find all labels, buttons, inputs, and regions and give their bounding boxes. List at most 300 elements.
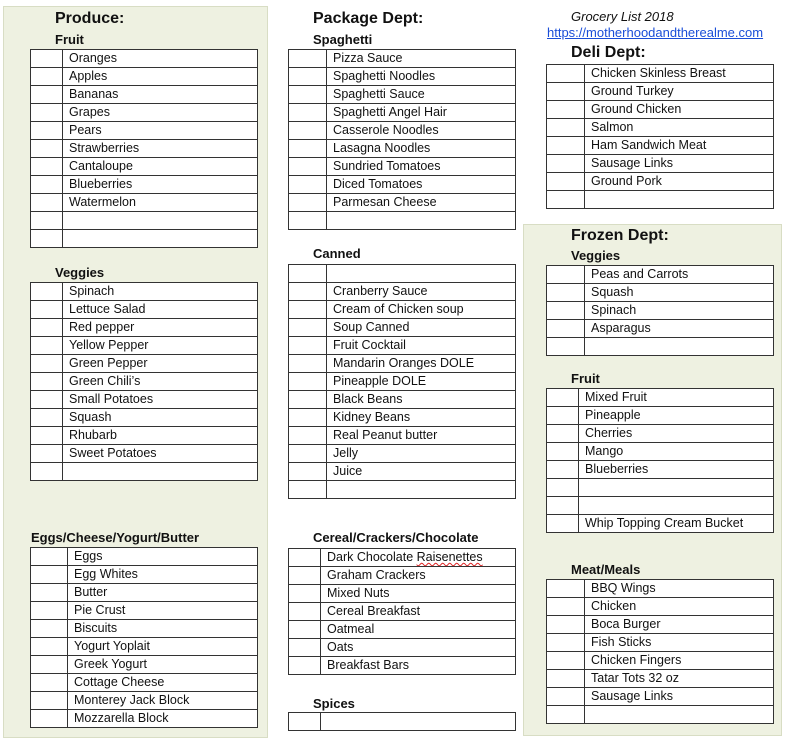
item-text: Chicken Fingers bbox=[585, 652, 774, 670]
check-cell[interactable] bbox=[289, 481, 327, 499]
item-text: Graham Crackers bbox=[321, 567, 516, 585]
list-row bbox=[547, 616, 774, 634]
check-cell[interactable] bbox=[547, 302, 585, 320]
list-row bbox=[289, 50, 516, 68]
deli-heading: Deli Dept: bbox=[571, 44, 646, 61]
list-row bbox=[547, 670, 774, 688]
list-row bbox=[547, 706, 774, 724]
list-row bbox=[289, 409, 516, 427]
list-row bbox=[547, 137, 774, 155]
check-cell[interactable] bbox=[31, 337, 63, 355]
check-cell[interactable] bbox=[31, 50, 63, 68]
item-text: Sundried Tomatoes bbox=[327, 158, 516, 176]
check-cell[interactable] bbox=[547, 497, 579, 515]
check-cell[interactable] bbox=[31, 692, 68, 710]
item-text: BBQ Wings bbox=[585, 580, 774, 598]
list-row bbox=[31, 230, 258, 248]
list-row bbox=[31, 158, 258, 176]
check-cell[interactable] bbox=[547, 338, 585, 356]
check-cell[interactable] bbox=[31, 638, 68, 656]
item-text bbox=[327, 481, 516, 499]
list-row bbox=[31, 50, 258, 68]
item-text: Tatar Tots 32 oz bbox=[585, 670, 774, 688]
list-row bbox=[547, 479, 774, 497]
list-row bbox=[289, 265, 516, 283]
check-cell[interactable] bbox=[289, 301, 327, 319]
item-text bbox=[63, 463, 258, 481]
check-cell[interactable] bbox=[289, 68, 327, 86]
list-row bbox=[289, 68, 516, 86]
spaghetti-label: Spaghetti bbox=[313, 32, 373, 47]
list-row bbox=[547, 320, 774, 338]
check-cell[interactable] bbox=[31, 122, 63, 140]
check-cell[interactable] bbox=[31, 620, 68, 638]
list-row bbox=[31, 104, 258, 122]
item-text: Squash bbox=[585, 284, 774, 302]
check-cell[interactable] bbox=[289, 176, 327, 194]
list-row bbox=[31, 638, 258, 656]
list-row bbox=[289, 549, 516, 567]
item-text: Yellow Pepper bbox=[63, 337, 258, 355]
list-row bbox=[31, 319, 258, 337]
check-cell[interactable] bbox=[31, 548, 68, 566]
check-cell[interactable] bbox=[547, 320, 585, 338]
item-text: Pears bbox=[63, 122, 258, 140]
item-text: Spaghetti Noodles bbox=[327, 68, 516, 86]
list-row bbox=[289, 427, 516, 445]
item-text: Small Potatoes bbox=[63, 391, 258, 409]
item-text: Apples bbox=[63, 68, 258, 86]
item-text: Cherries bbox=[579, 425, 774, 443]
frozen-heading: Frozen Dept: bbox=[571, 227, 669, 244]
list-row bbox=[547, 389, 774, 407]
item-text: Whip Topping Cream Bucket bbox=[579, 515, 774, 533]
item-text: Biscuits bbox=[68, 620, 258, 638]
list-row bbox=[289, 283, 516, 301]
list-row bbox=[31, 674, 258, 692]
item-text: Mixed Nuts bbox=[321, 585, 516, 603]
check-cell[interactable] bbox=[31, 674, 68, 692]
item-text bbox=[585, 338, 774, 356]
item-text: Spaghetti Sauce bbox=[327, 86, 516, 104]
package-spices-table bbox=[288, 712, 516, 731]
check-cell[interactable] bbox=[547, 83, 585, 101]
check-cell[interactable] bbox=[31, 584, 68, 602]
item-text: Sweet Potatoes bbox=[63, 445, 258, 463]
package-spaghetti-table bbox=[288, 49, 516, 230]
item-text: Pie Crust bbox=[68, 602, 258, 620]
check-cell[interactable] bbox=[31, 427, 63, 445]
cereal-label: Cereal/Crackers/Chocolate bbox=[313, 530, 479, 545]
item-text: Spaghetti Angel Hair bbox=[327, 104, 516, 122]
list-row bbox=[547, 634, 774, 652]
fruit-label: Fruit bbox=[55, 32, 84, 47]
produce-dairy-table bbox=[30, 547, 258, 728]
check-cell[interactable] bbox=[547, 101, 585, 119]
list-title: Grocery List 2018 bbox=[571, 9, 674, 24]
list-row bbox=[289, 639, 516, 657]
list-row bbox=[31, 602, 258, 620]
check-cell[interactable] bbox=[547, 670, 585, 688]
list-row bbox=[547, 580, 774, 598]
item-text: Kidney Beans bbox=[327, 409, 516, 427]
item-text: Green Pepper bbox=[63, 355, 258, 373]
check-cell[interactable] bbox=[31, 283, 63, 301]
check-cell[interactable] bbox=[547, 598, 585, 616]
item-text: Green Chili’s bbox=[63, 373, 258, 391]
list-row bbox=[289, 463, 516, 481]
check-cell[interactable] bbox=[289, 445, 327, 463]
list-row bbox=[31, 194, 258, 212]
check-cell[interactable] bbox=[547, 389, 579, 407]
list-row bbox=[31, 122, 258, 140]
item-text: Bananas bbox=[63, 86, 258, 104]
list-row bbox=[289, 391, 516, 409]
item-text: Cantaloupe bbox=[63, 158, 258, 176]
check-cell[interactable] bbox=[289, 194, 327, 212]
check-cell[interactable] bbox=[289, 463, 327, 481]
check-cell[interactable] bbox=[289, 373, 327, 391]
check-cell[interactable] bbox=[547, 443, 579, 461]
list-row bbox=[31, 176, 258, 194]
item-text: Sausage Links bbox=[585, 688, 774, 706]
list-row bbox=[547, 173, 774, 191]
check-cell[interactable] bbox=[289, 713, 321, 731]
item-text: Juice bbox=[327, 463, 516, 481]
item-text: Lasagna Noodles bbox=[327, 140, 516, 158]
check-cell[interactable] bbox=[289, 657, 321, 675]
list-row bbox=[289, 585, 516, 603]
check-cell[interactable] bbox=[547, 407, 579, 425]
list-row bbox=[289, 567, 516, 585]
list-row bbox=[289, 373, 516, 391]
item-text: Mozzarella Block bbox=[68, 710, 258, 728]
frozen-veggies-label: Veggies bbox=[571, 248, 621, 263]
check-cell[interactable] bbox=[31, 463, 63, 481]
check-cell[interactable] bbox=[31, 656, 68, 674]
item-text: Diced Tomatoes bbox=[327, 176, 516, 194]
item-text: Boca Burger bbox=[585, 616, 774, 634]
check-cell[interactable] bbox=[31, 194, 63, 212]
item-text: Soup Canned bbox=[327, 319, 516, 337]
check-cell[interactable] bbox=[547, 119, 585, 137]
check-cell[interactable] bbox=[289, 265, 327, 283]
list-row bbox=[31, 86, 258, 104]
check-cell[interactable] bbox=[289, 104, 327, 122]
list-row bbox=[547, 407, 774, 425]
item-text: Yogurt Yoplait bbox=[68, 638, 258, 656]
item-text bbox=[579, 497, 774, 515]
item-text: Lettuce Salad bbox=[63, 301, 258, 319]
item-text: Fish Sticks bbox=[585, 634, 774, 652]
check-cell[interactable] bbox=[289, 621, 321, 639]
list-row bbox=[31, 692, 258, 710]
check-cell[interactable] bbox=[289, 50, 327, 68]
list-row bbox=[289, 355, 516, 373]
list-row bbox=[547, 338, 774, 356]
frozen-meat-table bbox=[546, 579, 774, 724]
check-cell[interactable] bbox=[547, 425, 579, 443]
dairy-label: Eggs/Cheese/Yogurt/Butter bbox=[31, 530, 200, 545]
item-text: Cereal Breakfast bbox=[321, 603, 516, 621]
item-text: Rhubarb bbox=[63, 427, 258, 445]
check-cell[interactable] bbox=[31, 230, 63, 248]
item-text: Salmon bbox=[585, 119, 774, 137]
check-cell[interactable] bbox=[547, 284, 585, 302]
list-row bbox=[547, 119, 774, 137]
check-cell[interactable] bbox=[547, 515, 579, 533]
list-row bbox=[289, 621, 516, 639]
list-row bbox=[289, 319, 516, 337]
check-cell[interactable] bbox=[289, 639, 321, 657]
list-row bbox=[547, 497, 774, 515]
check-cell[interactable] bbox=[289, 391, 327, 409]
list-row bbox=[289, 104, 516, 122]
item-text: Parmesan Cheese bbox=[327, 194, 516, 212]
check-cell[interactable] bbox=[547, 652, 585, 670]
list-row bbox=[547, 266, 774, 284]
check-cell[interactable] bbox=[547, 173, 585, 191]
item-text: Spinach bbox=[63, 283, 258, 301]
item-text: Squash bbox=[63, 409, 258, 427]
list-row bbox=[31, 427, 258, 445]
frozen-veggies-table bbox=[546, 265, 774, 356]
check-cell[interactable] bbox=[289, 86, 327, 104]
check-cell[interactable] bbox=[289, 319, 327, 337]
list-row bbox=[31, 584, 258, 602]
check-cell[interactable] bbox=[289, 603, 321, 621]
item-text bbox=[327, 265, 516, 283]
list-row bbox=[289, 158, 516, 176]
list-row bbox=[289, 122, 516, 140]
list-row bbox=[289, 337, 516, 355]
check-cell[interactable] bbox=[31, 319, 63, 337]
check-cell[interactable] bbox=[31, 602, 68, 620]
item-text bbox=[63, 212, 258, 230]
check-cell[interactable] bbox=[289, 355, 327, 373]
item-text: Strawberries bbox=[63, 140, 258, 158]
check-cell[interactable] bbox=[289, 158, 327, 176]
item-text bbox=[321, 713, 516, 731]
frozen-fruit-table bbox=[546, 388, 774, 533]
check-cell[interactable] bbox=[547, 461, 579, 479]
list-row bbox=[289, 86, 516, 104]
produce-veggies-table bbox=[30, 282, 258, 481]
check-cell[interactable] bbox=[31, 104, 63, 122]
package-canned-table bbox=[288, 264, 516, 499]
list-row bbox=[31, 337, 258, 355]
check-cell[interactable] bbox=[31, 710, 68, 728]
item-text: Peas and Carrots bbox=[585, 266, 774, 284]
list-row bbox=[31, 391, 258, 409]
item-text: Breakfast Bars bbox=[321, 657, 516, 675]
item-text: Red pepper bbox=[63, 319, 258, 337]
item-text: Dark Chocolate Raisenettes bbox=[321, 549, 516, 567]
check-cell[interactable] bbox=[547, 266, 585, 284]
list-row bbox=[289, 713, 516, 731]
check-cell[interactable] bbox=[289, 585, 321, 603]
frozen-fruit-label: Fruit bbox=[571, 371, 600, 386]
check-cell[interactable] bbox=[31, 158, 63, 176]
package-cereal-table bbox=[288, 548, 516, 675]
check-cell[interactable] bbox=[31, 212, 63, 230]
item-text: Chicken bbox=[585, 598, 774, 616]
item-text: Asparagus bbox=[585, 320, 774, 338]
check-cell[interactable] bbox=[31, 373, 63, 391]
list-row bbox=[289, 481, 516, 499]
check-cell[interactable] bbox=[31, 409, 63, 427]
check-cell[interactable] bbox=[31, 301, 63, 319]
list-row bbox=[547, 598, 774, 616]
check-cell[interactable] bbox=[547, 580, 585, 598]
item-text: Butter bbox=[68, 584, 258, 602]
item-text: Pineapple bbox=[579, 407, 774, 425]
produce-fruit-table bbox=[30, 49, 258, 248]
item-text: Cottage Cheese bbox=[68, 674, 258, 692]
check-cell[interactable] bbox=[547, 191, 585, 209]
list-row bbox=[31, 140, 258, 158]
item-text: Ground Turkey bbox=[585, 83, 774, 101]
list-row bbox=[547, 443, 774, 461]
item-text bbox=[63, 230, 258, 248]
check-cell[interactable] bbox=[289, 122, 327, 140]
package-heading: Package Dept: bbox=[313, 10, 424, 27]
item-text: Fruit Cocktail bbox=[327, 337, 516, 355]
item-text: Ham Sandwich Meat bbox=[585, 137, 774, 155]
check-cell[interactable] bbox=[31, 391, 63, 409]
list-row bbox=[31, 283, 258, 301]
item-text: Blueberries bbox=[579, 461, 774, 479]
list-row bbox=[289, 194, 516, 212]
website-link[interactable]: https://motherhoodandtherealme.com bbox=[547, 25, 764, 40]
check-cell[interactable] bbox=[289, 212, 327, 230]
list-row bbox=[31, 710, 258, 728]
list-row bbox=[31, 548, 258, 566]
check-cell[interactable] bbox=[289, 567, 321, 585]
list-row bbox=[289, 657, 516, 675]
item-text: Sausage Links bbox=[585, 155, 774, 173]
list-row bbox=[547, 425, 774, 443]
item-text: Oatmeal bbox=[321, 621, 516, 639]
check-cell[interactable] bbox=[31, 86, 63, 104]
list-row bbox=[31, 373, 258, 391]
check-cell[interactable] bbox=[289, 283, 327, 301]
list-row bbox=[31, 566, 258, 584]
check-cell[interactable] bbox=[547, 479, 579, 497]
item-text: Oats bbox=[321, 639, 516, 657]
list-row bbox=[547, 65, 774, 83]
list-row bbox=[289, 140, 516, 158]
item-text: Eggs bbox=[68, 548, 258, 566]
check-cell[interactable] bbox=[31, 140, 63, 158]
list-row bbox=[31, 656, 258, 674]
deli-table bbox=[546, 64, 774, 209]
check-cell[interactable] bbox=[289, 549, 321, 567]
produce-heading: Produce: bbox=[55, 10, 125, 27]
list-row bbox=[547, 302, 774, 320]
veggies-label: Veggies bbox=[55, 265, 105, 280]
list-row bbox=[31, 68, 258, 86]
item-text: Pizza Sauce bbox=[327, 50, 516, 68]
check-cell[interactable] bbox=[547, 688, 585, 706]
canned-label: Canned bbox=[313, 246, 361, 261]
check-cell[interactable] bbox=[547, 634, 585, 652]
item-text: Mixed Fruit bbox=[579, 389, 774, 407]
check-cell[interactable] bbox=[289, 427, 327, 445]
check-cell[interactable] bbox=[289, 409, 327, 427]
list-row bbox=[547, 688, 774, 706]
list-row bbox=[547, 83, 774, 101]
list-row bbox=[31, 620, 258, 638]
item-text: Pineapple DOLE bbox=[327, 373, 516, 391]
list-row bbox=[31, 445, 258, 463]
item-text: Cranberry Sauce bbox=[327, 283, 516, 301]
item-text: Mango bbox=[579, 443, 774, 461]
item-text: Monterey Jack Block bbox=[68, 692, 258, 710]
check-cell[interactable] bbox=[547, 155, 585, 173]
item-text: Ground Pork bbox=[585, 173, 774, 191]
item-text: Grapes bbox=[63, 104, 258, 122]
list-row bbox=[547, 515, 774, 533]
meat-label: Meat/Meals bbox=[571, 562, 641, 577]
list-row bbox=[547, 652, 774, 670]
list-row bbox=[547, 101, 774, 119]
item-text: Casserole Noodles bbox=[327, 122, 516, 140]
list-row bbox=[547, 284, 774, 302]
item-text bbox=[327, 212, 516, 230]
check-cell[interactable] bbox=[31, 68, 63, 86]
item-text: Greek Yogurt bbox=[68, 656, 258, 674]
spices-label: Spices bbox=[313, 696, 355, 711]
check-cell[interactable] bbox=[289, 140, 327, 158]
check-cell[interactable] bbox=[547, 706, 585, 724]
list-row bbox=[31, 355, 258, 373]
list-row bbox=[31, 409, 258, 427]
list-row bbox=[547, 155, 774, 173]
list-row bbox=[289, 603, 516, 621]
item-text: Egg Whites bbox=[68, 566, 258, 584]
item-text: Watermelon bbox=[63, 194, 258, 212]
check-cell[interactable] bbox=[31, 355, 63, 373]
item-text: Real Peanut butter bbox=[327, 427, 516, 445]
item-text: Blueberries bbox=[63, 176, 258, 194]
list-row bbox=[547, 191, 774, 209]
check-cell[interactable] bbox=[547, 616, 585, 634]
item-text: Jelly bbox=[327, 445, 516, 463]
item-text: Oranges bbox=[63, 50, 258, 68]
item-text bbox=[585, 706, 774, 724]
list-row bbox=[547, 461, 774, 479]
item-text: Cream of Chicken soup bbox=[327, 301, 516, 319]
list-row bbox=[31, 212, 258, 230]
item-text: Mandarin Oranges DOLE bbox=[327, 355, 516, 373]
check-cell[interactable] bbox=[31, 176, 63, 194]
list-row bbox=[31, 463, 258, 481]
list-row bbox=[289, 212, 516, 230]
item-text: Black Beans bbox=[327, 391, 516, 409]
item-text: Chicken Skinless Breast bbox=[585, 65, 774, 83]
check-cell[interactable] bbox=[547, 65, 585, 83]
check-cell[interactable] bbox=[31, 445, 63, 463]
item-text bbox=[585, 191, 774, 209]
item-text: Spinach bbox=[585, 302, 774, 320]
check-cell[interactable] bbox=[547, 137, 585, 155]
list-row bbox=[31, 301, 258, 319]
list-row bbox=[289, 445, 516, 463]
item-text: Ground Chicken bbox=[585, 101, 774, 119]
check-cell[interactable] bbox=[289, 337, 327, 355]
check-cell[interactable] bbox=[31, 566, 68, 584]
